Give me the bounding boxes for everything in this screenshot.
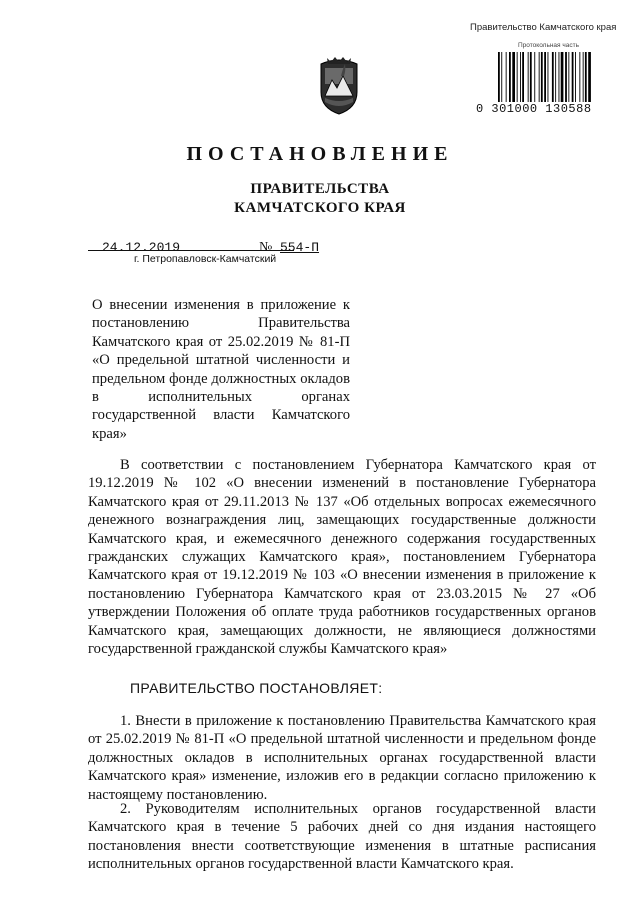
number-label: № (259, 240, 273, 255)
registration-stamp (470, 22, 628, 116)
stamp-code: 0 301000 130588 (476, 102, 592, 116)
kamchatka-coat-of-arms-icon (317, 54, 361, 116)
issuer-line-1: ПРАВИТЕЛЬСТВА (250, 181, 390, 197)
document-number: 554-П (280, 240, 320, 255)
document-subject: О внесении изменения в приложение к постановлению Правительства Камчатского края от 25.02.2019 № 81-П «О предельной штатной численности и предельном фонде должностных окладов в исполнительных органах государственной власти Камчатского края» (92, 297, 350, 442)
barcode-icon (496, 52, 628, 108)
issuer-line-2: КАМЧАТСКОГО КРАЯ (234, 200, 406, 216)
date-underline (88, 250, 294, 251)
document-type: ПОСТАНОВЛЕНИЕ (186, 143, 454, 165)
city: г. Петропавловск-Камчатский (134, 253, 277, 265)
stamp-organization: Правительство Камчатского края (470, 22, 617, 33)
preamble-paragraph: В соответствии с постановлением Губернатора Камчатского края от 19.12.2019 № 102 «О внесении изменений в постановление Губернатора Камчатского края от 29.11.2013 № 137 «Об отдельных вопросах ежемесячного денежного вознаграждения лиц, замещающих государственные должности Камчатского края, и ежемесячного денежного содержания государственных гражданских служащих Камчатского края», постановлением Губернатора Камчатского края от 19.12.2019 № 103 «О внесении изменения в приложение к постановлению Губернатора Камчатского края от 23.03.2015 № 27 «Об утверждении Положения об оплате труда работников государственных органов Камчатского края, замещающих должности, не являющиеся должностями государственной гражданской службы Камчатского края» (88, 457, 596, 658)
stamp-subtitle: Протокольная часть (518, 42, 579, 49)
document-date: 24.12.2019 (102, 240, 181, 255)
item-2: 2. Руководителям исполнительных органов государственной власти Камчатского края в течение 5 рабочих дней со дня издания настоящего постановления внести соответствующие изменения в штатные расписания исполнительных органов государственной власти Камчатского края. (88, 801, 596, 873)
decree-heading: ПРАВИТЕЛЬСТВО ПОСТАНОВЛЯЕТ: (130, 680, 383, 696)
item-1: 1. Внести в приложение к постановлению Правительства Камчатского края от 25.02.2019 № 81-П «О предельной штатной численности и предельном фонде должностных окладов в исполнительных органах государственной власти Камчатского края» изменение, изложив его в редакции согласно приложению к настоящему постановлению. (88, 713, 596, 803)
